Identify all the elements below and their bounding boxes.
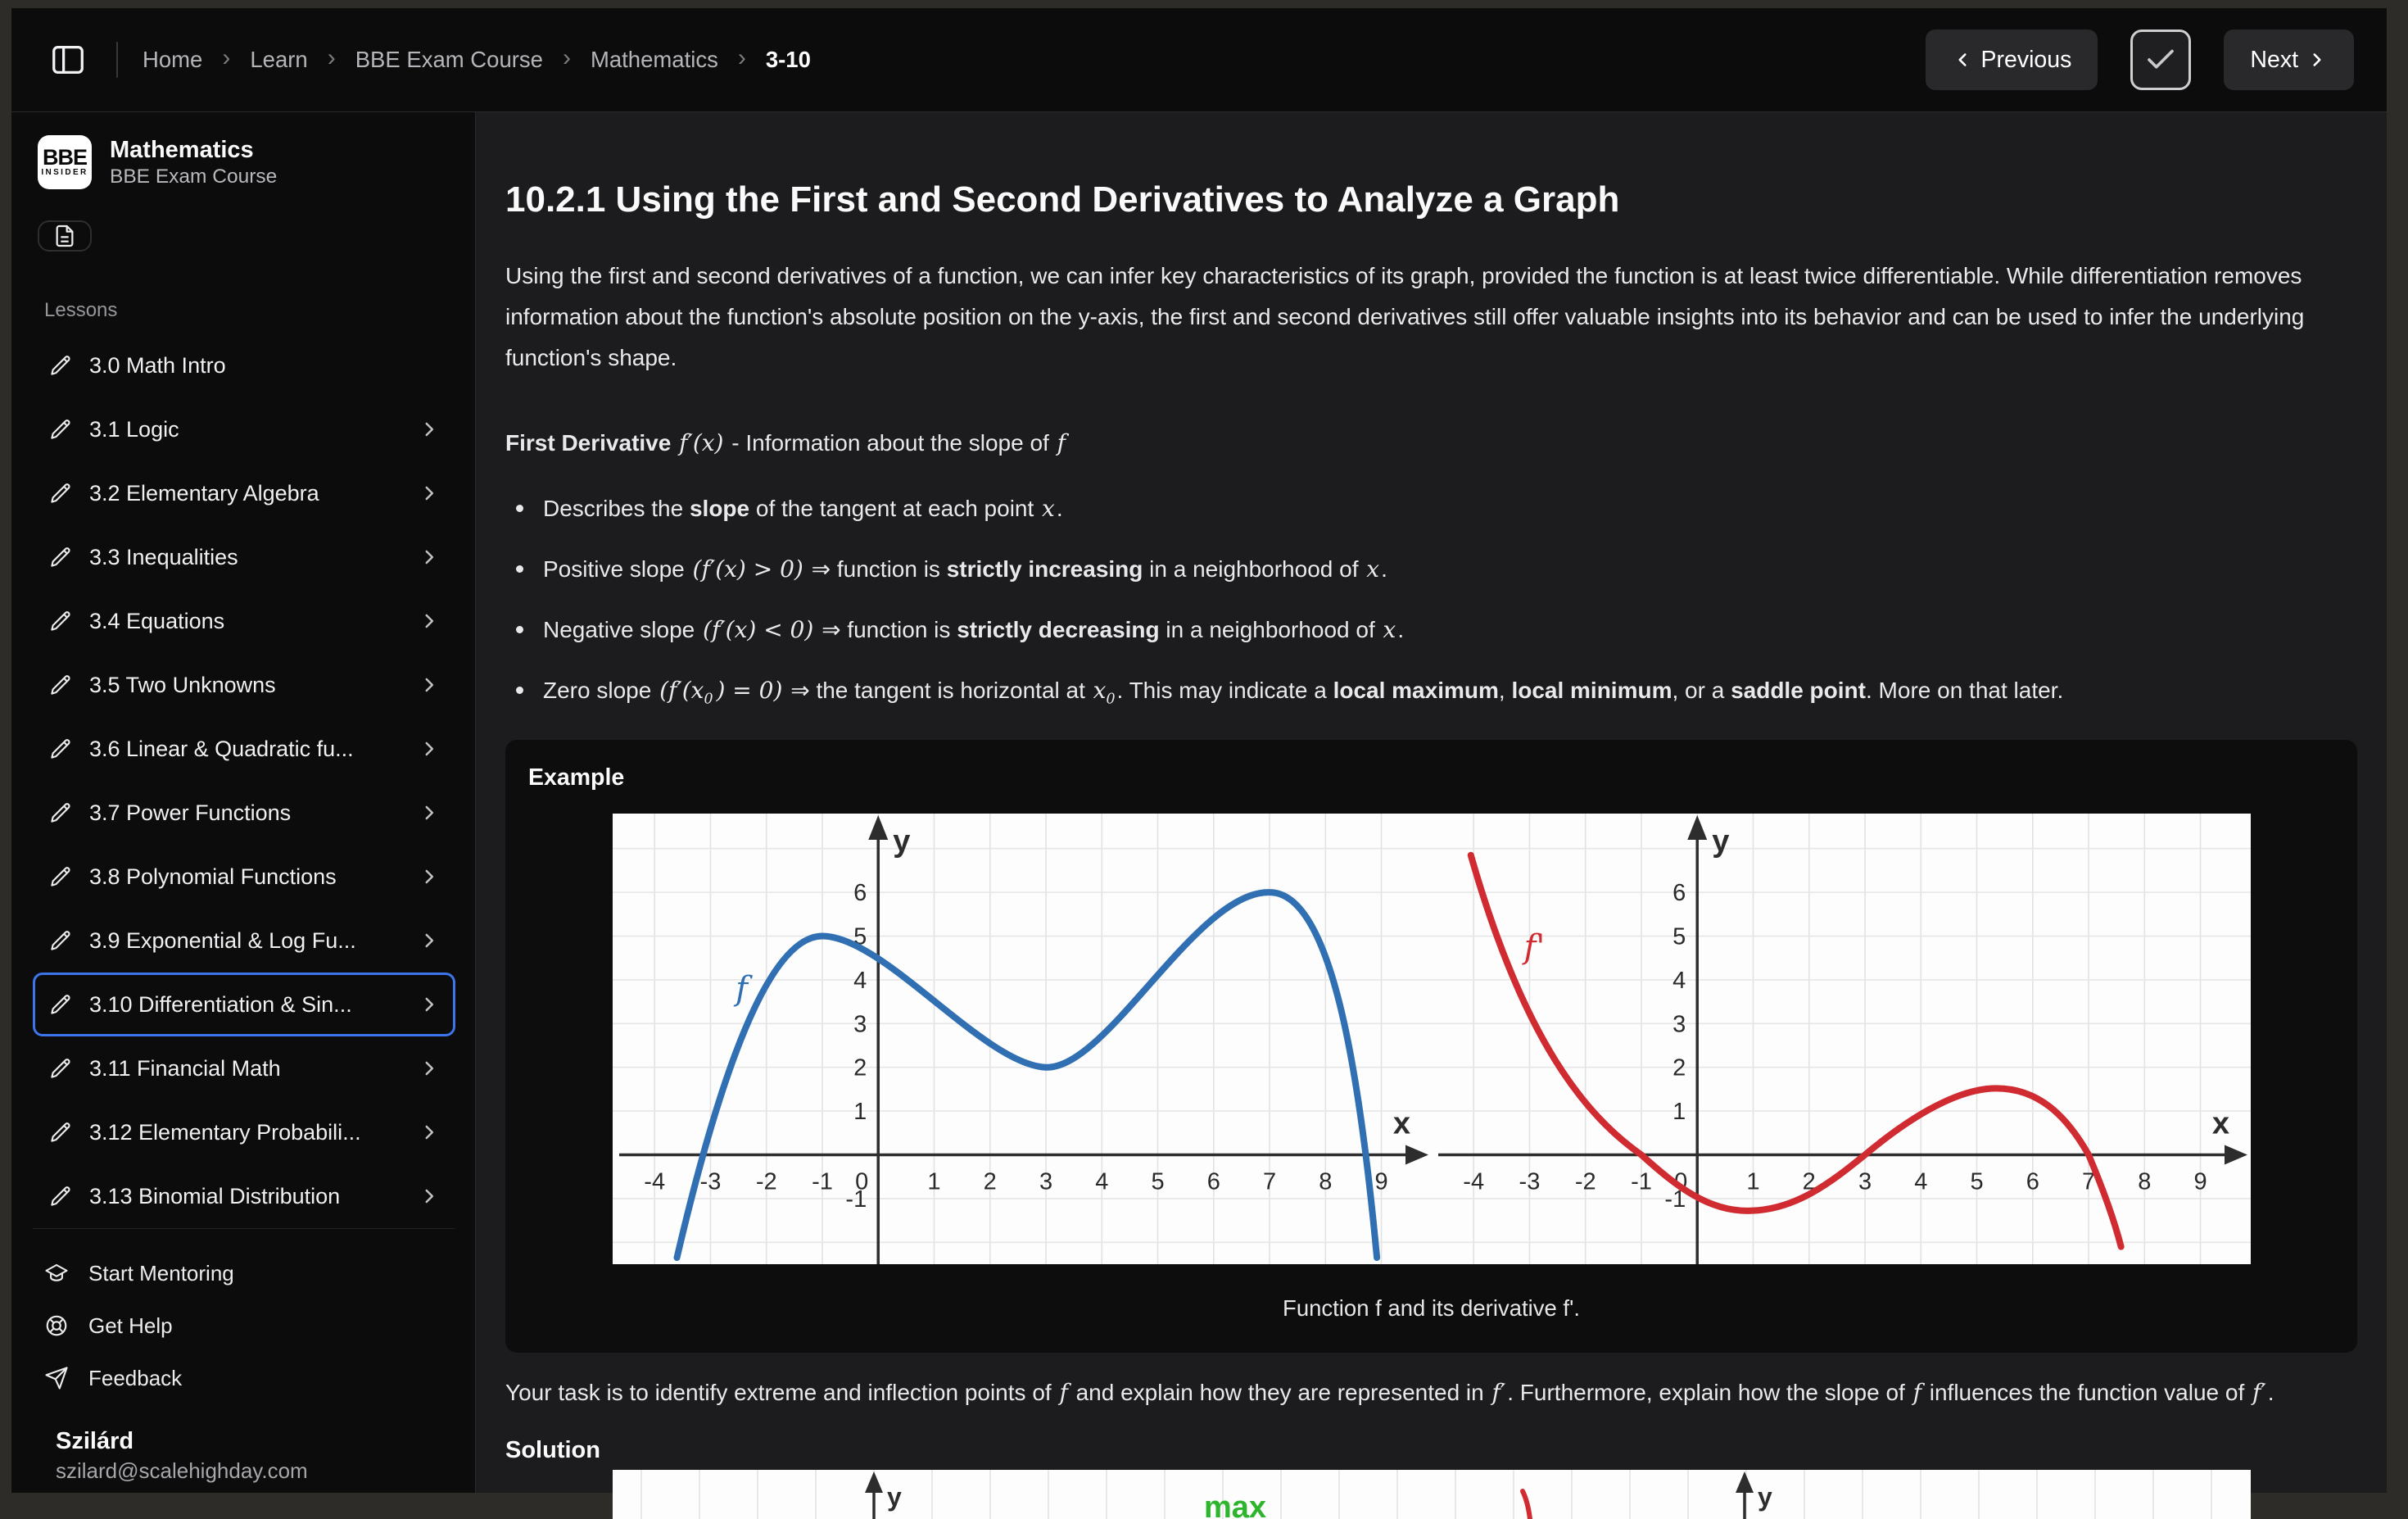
lesson-list: [33, 333, 455, 1228]
svg-text:8: 8: [2137, 1168, 2151, 1195]
svg-text:7: 7: [1262, 1168, 1276, 1195]
svg-text:-1: -1: [844, 1186, 867, 1213]
bullet-item: Negative slope (f′(x) < 0) ⇒ function is strictly decreasing in a neighborhood of x.: [505, 610, 2357, 651]
feedback-label: Feedback: [88, 1365, 183, 1390]
user-name: Szilárd: [56, 1428, 134, 1454]
chevron-right-icon: [419, 738, 440, 760]
pencil-icon: [48, 1056, 73, 1081]
chevron-right-icon: [419, 419, 440, 440]
pencil-icon: [48, 1120, 73, 1145]
start-mentoring-label: Start Mentoring: [88, 1260, 234, 1285]
chevron-right-icon: [419, 930, 440, 951]
chevron-right-icon: ›: [222, 44, 231, 71]
svg-text:4: 4: [1913, 1168, 1927, 1195]
svg-text:1: 1: [1672, 1099, 1686, 1126]
svg-text:y: y: [1711, 824, 1729, 859]
breadcrumb-item[interactable]: BBE Exam Course: [355, 47, 543, 72]
example-label: Example: [528, 764, 625, 791]
breadcrumb: [143, 44, 811, 73]
svg-text:6: 6: [2026, 1168, 2039, 1195]
user-profile[interactable]: [56, 1426, 455, 1485]
next-button[interactable]: [2224, 29, 2354, 90]
solution-heading: Solution: [505, 1437, 600, 1464]
first-derivative-heading: First Derivative f′(x) - Information about the slope of f: [505, 429, 1066, 457]
chevron-right-icon: [419, 866, 440, 887]
chevron-right-icon: [419, 546, 440, 568]
svg-text:1: 1: [926, 1168, 941, 1195]
lesson-label: 3.8 Polynomial Functions: [89, 864, 337, 889]
svg-text:2: 2: [853, 1054, 867, 1081]
svg-text:-4: -4: [1462, 1168, 1484, 1195]
pencil-icon: [48, 353, 73, 378]
lesson-content: [476, 112, 2387, 1519]
sidebar-lesson-3-1-logic[interactable]: [33, 397, 455, 461]
chevron-right-icon: [2306, 49, 2328, 70]
chevron-right-icon: [419, 1186, 440, 1207]
logo-text: BBE: [42, 145, 87, 170]
sidebar-lesson-3-0-math-intro[interactable]: [33, 333, 455, 397]
chevron-right-icon: ›: [327, 44, 336, 71]
previous-button[interactable]: [1926, 29, 2098, 90]
svg-text:0: 0: [854, 1168, 868, 1195]
solution-figure-preview: [613, 1470, 2251, 1519]
svg-text:3: 3: [1858, 1168, 1872, 1195]
sidebar-lesson-3-3-inequalities[interactable]: [33, 525, 455, 589]
svg-text:3: 3: [853, 1011, 867, 1038]
svg-text:8: 8: [1318, 1168, 1332, 1195]
lesson-label: 3.1 Logic: [89, 416, 179, 442]
next-label: Next: [2250, 46, 2298, 73]
breadcrumb-item[interactable]: Learn: [250, 47, 308, 72]
svg-text:9: 9: [1374, 1168, 1388, 1195]
function-f-graph: [613, 814, 1432, 1264]
file-text-icon: [52, 223, 78, 249]
svg-text:1: 1: [853, 1099, 867, 1126]
svg-text:-2: -2: [755, 1168, 777, 1195]
lesson-label: 3.13 Binomial Distribution: [89, 1183, 341, 1208]
lesson-label: 3.9 Exponential & Log Fu...: [89, 927, 356, 953]
lesson-label: 3.11 Financial Math: [89, 1055, 281, 1081]
pencil-icon: [48, 1184, 73, 1208]
example-box: [505, 740, 2357, 1353]
svg-text:2: 2: [1672, 1054, 1686, 1081]
svg-text:f: f: [735, 970, 748, 1009]
pencil-icon: [48, 800, 73, 825]
chevron-right-icon: [419, 674, 440, 696]
logo-subtext: INSIDER: [41, 168, 88, 177]
sidebar-lesson-3-13-binomial-distribution[interactable]: [33, 1164, 455, 1228]
svg-text:-1: -1: [1663, 1186, 1686, 1213]
pencil-icon: [48, 992, 73, 1017]
pencil-icon: [48, 481, 73, 506]
sidebar-lesson-3-6-linear-quadratic-fu[interactable]: [33, 717, 455, 781]
svg-text:2: 2: [1802, 1168, 1816, 1195]
pencil-icon: [48, 737, 73, 761]
sidebar-lesson-3-10-differentiation-sin[interactable]: [33, 973, 455, 1036]
svg-text:4: 4: [1672, 967, 1686, 994]
page-title: 10.2.1 Using the First and Second Derivatives to Analyze a Graph: [505, 179, 1620, 220]
lesson-label: 3.10 Differentiation & Sin...: [89, 991, 352, 1017]
send-icon: [44, 1366, 69, 1390]
svg-text:-4: -4: [643, 1168, 665, 1195]
derivative-bullet-list: [505, 488, 2357, 720]
svg-text:y: y: [886, 1482, 902, 1512]
svg-text:-1: -1: [1630, 1168, 1652, 1195]
svg-text:9: 9: [2193, 1168, 2207, 1195]
lesson-label: 3.7 Power Functions: [89, 800, 292, 825]
chevron-right-icon: [419, 802, 440, 823]
panel-left-icon: [49, 41, 87, 79]
bullet-item: Zero slope ($f'(x_0$ ) = 0) ⇒ the tangent is horizontal at $x_0$. This may indicate a local maximum, local minimum, or a saddle point. More on that later.: [505, 670, 2357, 720]
solution-graphs-preview: [613, 1470, 2251, 1519]
pencil-icon: [48, 673, 73, 697]
svg-text:2: 2: [983, 1168, 997, 1195]
chevron-right-icon: [419, 994, 440, 1015]
course-notes-button[interactable]: [38, 220, 92, 252]
course-subtitle: BBE Exam Course: [110, 166, 278, 188]
lesson-label: 3.2 Elementary Algebra: [89, 480, 319, 506]
course-header: [33, 135, 455, 189]
pencil-icon: [48, 545, 73, 569]
svg-text:y: y: [1757, 1482, 1772, 1512]
sidebar-lesson-3-8-polynomial-functions[interactable]: [33, 845, 455, 909]
lesson-label: 3.6 Linear & Quadratic fu...: [89, 736, 354, 761]
chevron-right-icon: [419, 1058, 440, 1079]
previous-label: Previous: [1980, 46, 2072, 73]
svg-text:x: x: [2211, 1106, 2229, 1141]
svg-text:-2: -2: [1574, 1168, 1596, 1195]
breadcrumb-item[interactable]: Home: [143, 47, 203, 72]
svg-text:6: 6: [1206, 1168, 1220, 1195]
bullet-item: Positive slope (f′(x) > 0) ⇒ function is strictly increasing in a neighborhood of x.: [505, 549, 2357, 590]
breadcrumb-item[interactable]: Mathematics: [590, 47, 718, 72]
sidebar-lesson-3-2-elementary-algebra[interactable]: [33, 461, 455, 525]
pencil-icon: [48, 417, 73, 442]
feedback-link[interactable]: [44, 1352, 455, 1404]
breadcrumb-item: 3-10: [765, 47, 811, 72]
life-buoy-icon: [44, 1313, 69, 1338]
sidebar-lesson-3-12-elementary-probabili[interactable]: [33, 1100, 455, 1164]
svg-text:3: 3: [1672, 1011, 1686, 1038]
chevron-left-icon: [1952, 49, 1973, 70]
task-paragraph: Your task is to identify extreme and inflection points of f and explain how they are represented in f′. Furthermore, explain how the slope of f influences the function value of f′.: [505, 1379, 2274, 1407]
svg-text:1: 1: [1745, 1168, 1760, 1195]
pencil-icon: [48, 864, 73, 889]
sidebar-lesson-3-7-power-functions[interactable]: [33, 781, 455, 845]
svg-text:6: 6: [853, 880, 867, 907]
top-bar: [11, 8, 2387, 112]
lessons-heading: Lessons: [44, 299, 118, 321]
svg-text:x: x: [1392, 1106, 1410, 1141]
svg-text:5: 5: [853, 923, 867, 950]
svg-text:max: max: [1203, 1490, 1266, 1519]
pencil-icon: [48, 609, 73, 633]
derivative-f-prime-graph: [1432, 814, 2251, 1264]
figure-caption: Function f and its derivative f'.: [1283, 1295, 1580, 1322]
figure-graphs: [613, 814, 2251, 1264]
chevron-right-icon: ›: [737, 44, 746, 71]
svg-text:f': f': [1523, 928, 1545, 967]
svg-text:7: 7: [2081, 1168, 2095, 1195]
lesson-label: 3.3 Inequalities: [89, 544, 238, 569]
svg-text:0: 0: [1673, 1168, 1687, 1195]
lesson-label: 3.4 Equations: [89, 608, 225, 633]
chevron-right-icon: [419, 483, 440, 504]
sidebar-lesson-3-9-exponential-log-fu[interactable]: [33, 909, 455, 973]
svg-text:-3: -3: [1519, 1168, 1540, 1195]
svg-text:y: y: [892, 824, 910, 859]
get-help-link[interactable]: [44, 1299, 455, 1352]
graduation-cap-icon: [44, 1261, 69, 1285]
sidebar-lesson-3-11-financial-math[interactable]: [33, 1036, 455, 1100]
chevron-right-icon: ›: [562, 44, 571, 71]
intro-paragraph: Using the first and second derivatives of a function, we can infer key characteristics of its graph, provided the function is at least twice differentiable. While differentiation removes information about the function's absolute position on the y-axis, the first and second derivatives still offer valuable insights into its behavior and can be used to infer the underlying function's shape.: [505, 263, 2305, 371]
pencil-icon: [48, 928, 73, 953]
svg-text:5: 5: [1969, 1168, 1984, 1195]
lesson-label: 3.5 Two Unknowns: [89, 672, 276, 697]
start-mentoring-link[interactable]: [44, 1247, 455, 1299]
svg-text:-1: -1: [811, 1168, 833, 1195]
svg-text:5: 5: [1672, 923, 1686, 950]
sidebar-lesson-3-5-two-unknowns[interactable]: [33, 653, 455, 717]
sidebar-footer: [33, 1228, 455, 1485]
divider: [116, 42, 118, 78]
sidebar-toggle-button[interactable]: [44, 40, 92, 79]
svg-text:3: 3: [1039, 1168, 1052, 1195]
complete-checkbox-button[interactable]: [2130, 29, 2191, 90]
user-email: szilard@scalehighday.com: [56, 1458, 308, 1483]
svg-text:6: 6: [1672, 880, 1686, 907]
svg-text:-3: -3: [699, 1168, 721, 1195]
lesson-label: 3.12 Elementary Probabili...: [89, 1119, 361, 1145]
sidebar-lesson-3-4-equations[interactable]: [33, 589, 455, 653]
check-icon: [2143, 43, 2178, 77]
chevron-right-icon: [419, 1122, 440, 1143]
svg-text:4: 4: [853, 967, 867, 994]
svg-text:5: 5: [1150, 1168, 1165, 1195]
course-title: Mathematics: [110, 137, 254, 163]
app-window: [11, 8, 2387, 1519]
bullet-item: Describes the slope of the tangent at each point x.: [505, 488, 2357, 529]
svg-text:4: 4: [1094, 1168, 1108, 1195]
sidebar: [11, 112, 476, 1493]
bbe-insider-logo: [38, 135, 92, 189]
chevron-right-icon: [419, 610, 440, 632]
get-help-label: Get Help: [88, 1313, 173, 1338]
lesson-label: 3.0 Math Intro: [89, 352, 226, 378]
